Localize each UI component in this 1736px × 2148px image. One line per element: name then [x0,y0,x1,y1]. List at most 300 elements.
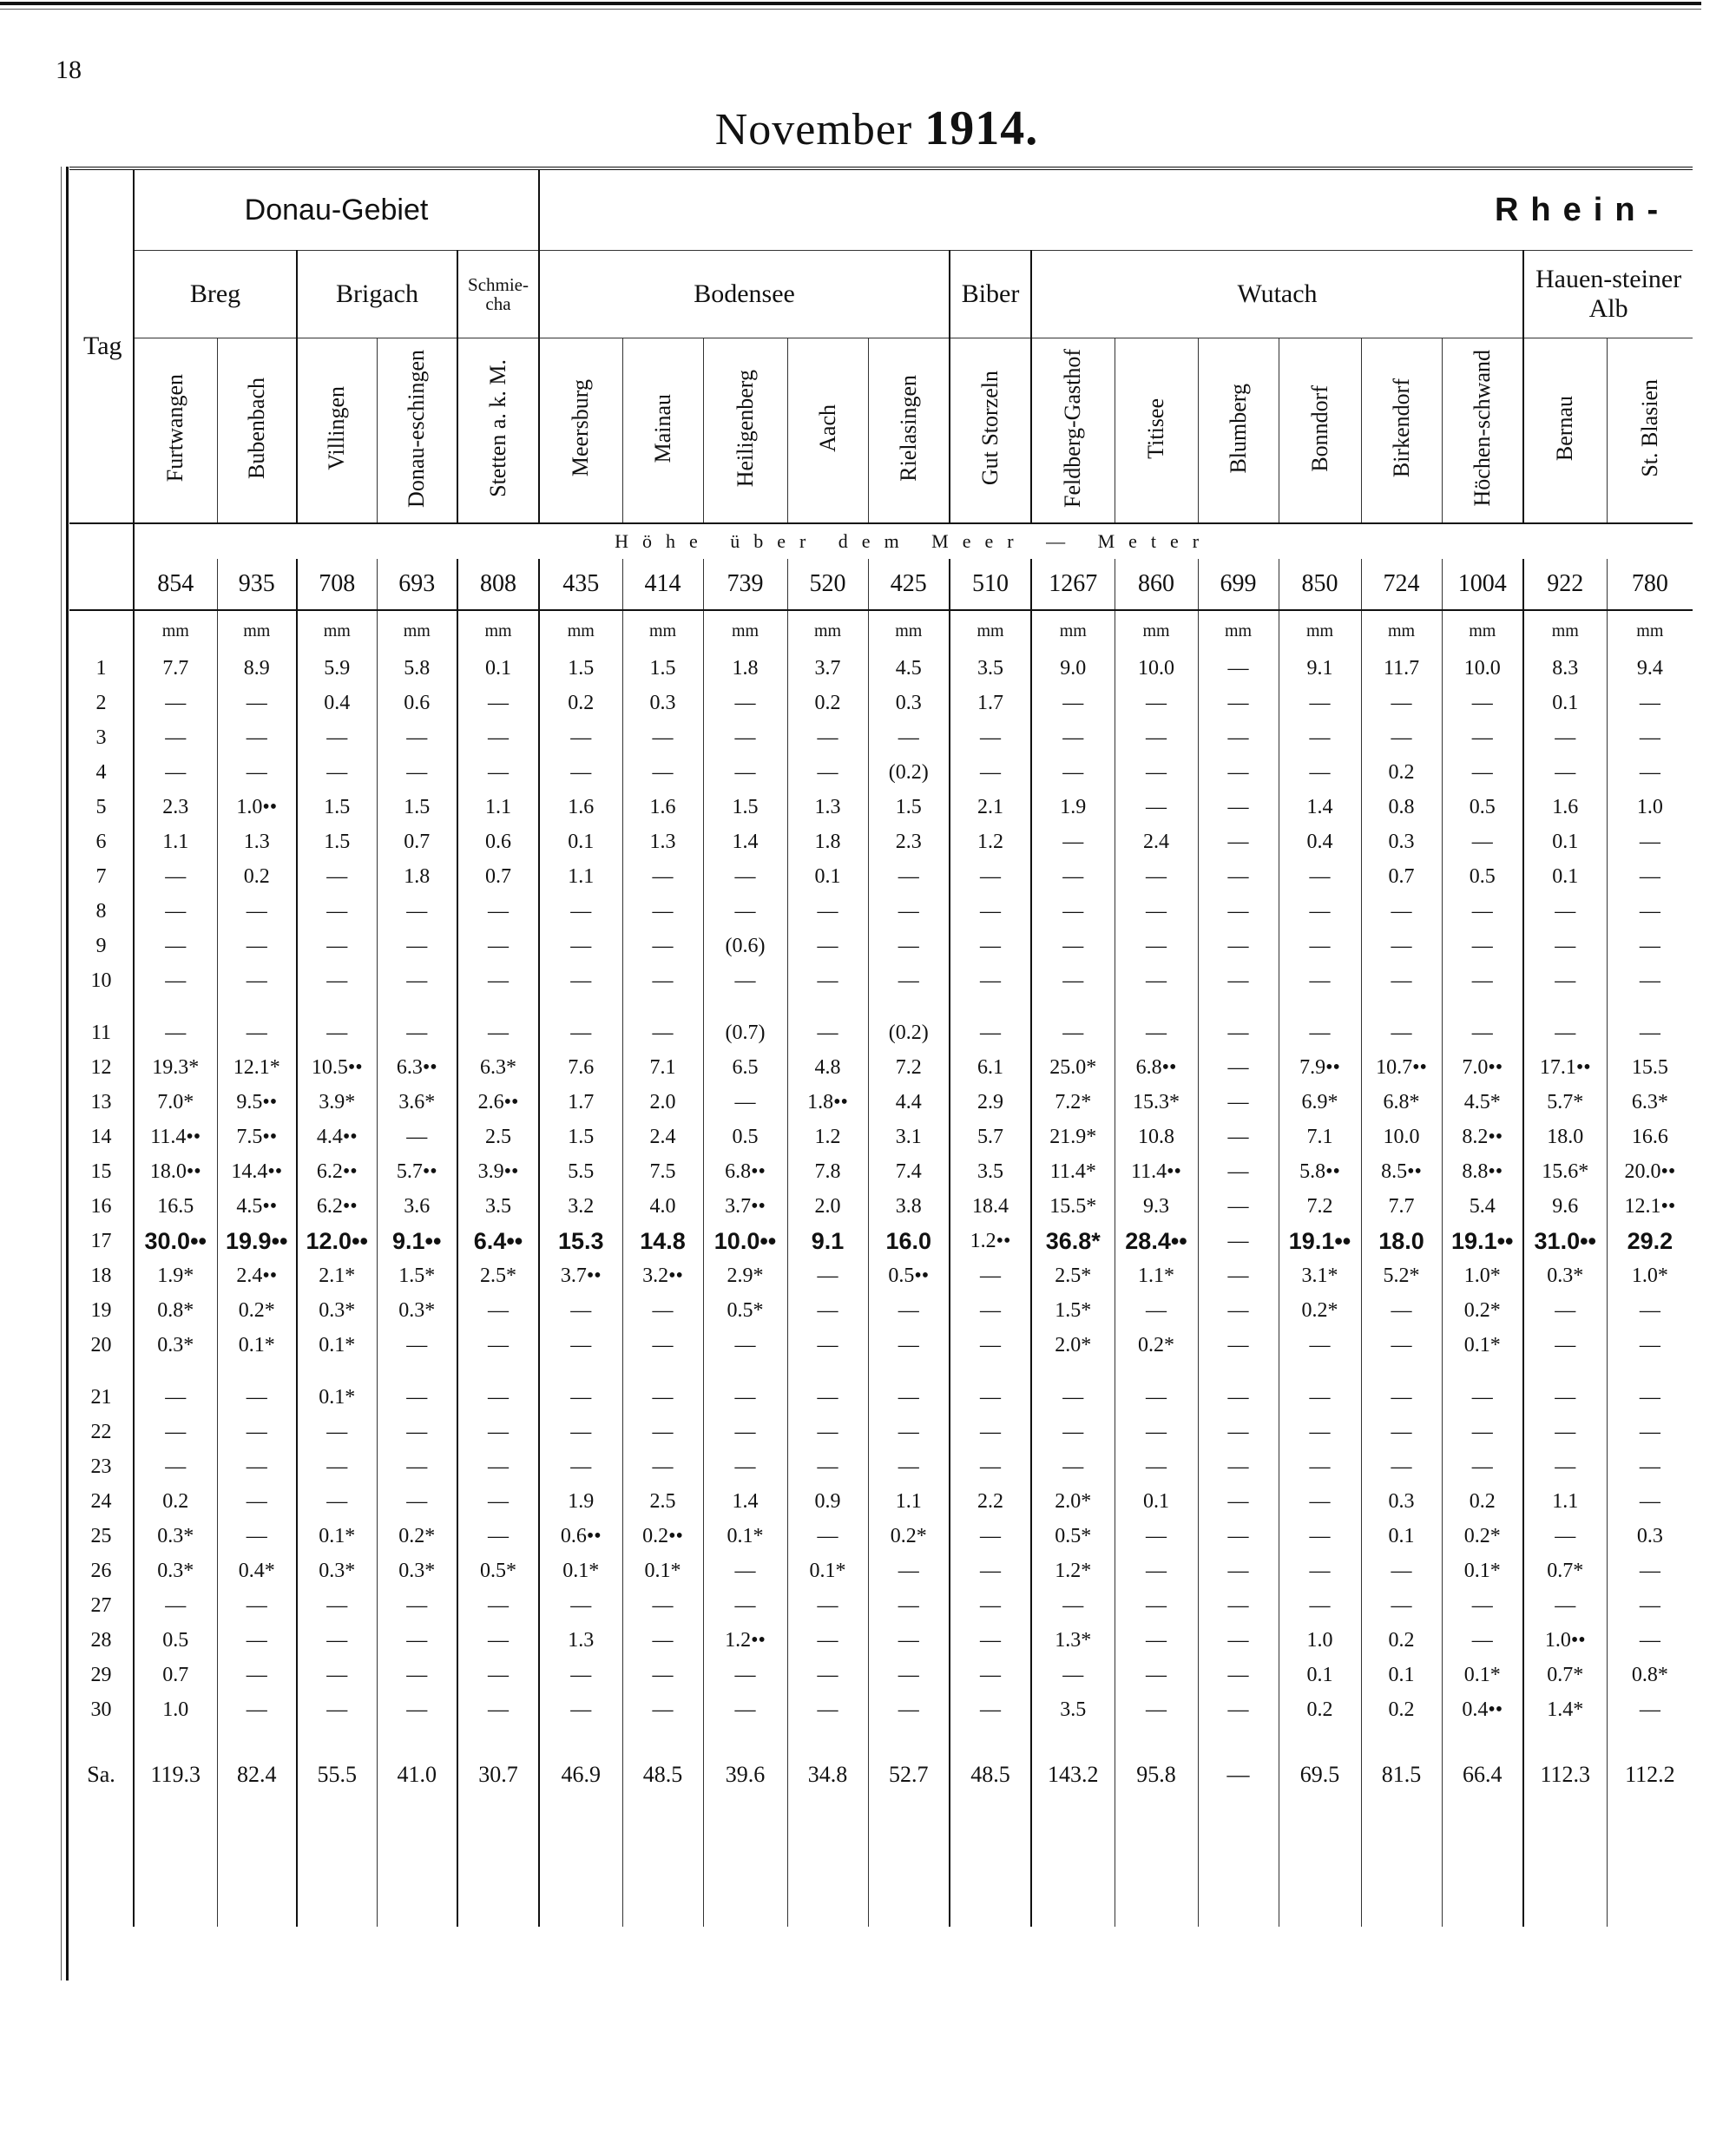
value-cell: — [377,1120,457,1154]
gap-cell [1031,1727,1115,1744]
value-cell: — [217,1658,297,1692]
value-cell: 19.3* [134,1050,217,1085]
station-elevation: 850 [1279,559,1361,610]
station-name: Blumberg [1225,383,1251,474]
station-name: Villingen [324,386,350,470]
table-row [69,1154,1693,1189]
value-cell: — [1115,1415,1198,1449]
value-cell: 9.0 [1031,651,1115,686]
value-cell: — [622,929,703,963]
sum-value: 48.5 [950,1744,1031,1805]
value-cell: 0.2* [1279,1293,1361,1328]
value-cell: 0.1* [297,1380,377,1415]
gap-cell [1523,1727,1607,1744]
value-cell: — [1115,1658,1198,1692]
value-cell: — [622,1588,703,1623]
value-cell: — [622,1623,703,1658]
value-cell: 1.0 [134,1692,217,1727]
table-row [69,1415,1693,1449]
value-cell: 1.5 [868,790,950,824]
value-cell: — [1361,1293,1442,1328]
value-cell: — [868,1293,950,1328]
value-cell: — [1442,686,1523,720]
tail-cell [1523,1805,1607,1927]
value-cell: — [787,720,868,755]
value-cell: 6.3•• [377,1050,457,1085]
value-cell: 2.4 [622,1120,703,1154]
value-cell: 15.3 [539,1224,622,1258]
river-bodensee: Bodensee [539,251,950,338]
value-cell: — [868,1658,950,1692]
station-header [787,338,868,524]
table-row [69,1692,1693,1727]
value-cell: 1.1 [868,1484,950,1519]
value-cell: — [217,1588,297,1623]
value-cell: 0.2* [868,1519,950,1554]
value-cell: 8.2•• [1442,1120,1523,1154]
value-cell: 0.1* [703,1519,787,1554]
value-cell: — [1031,686,1115,720]
value-cell: 0.2 [1361,755,1442,790]
value-cell: — [787,1519,868,1554]
day-number: 5 [95,795,107,818]
value-cell: — [622,1415,703,1449]
table-row [69,1658,1693,1692]
page-title [608,101,1146,156]
value-cell: 19.1•• [1279,1224,1361,1258]
value-cell: — [377,1658,457,1692]
value-cell: 1.7 [950,686,1031,720]
value-cell: — [377,1380,457,1415]
value-cell: 18.0 [1361,1224,1442,1258]
value-cell: — [1115,790,1198,824]
day-number: 29 [90,1663,112,1686]
value-cell: — [1031,1415,1115,1449]
station-name: Donau-eschingen [404,349,430,508]
station-elevation: 510 [950,559,1031,610]
station-name: St. Blasien [1636,379,1662,477]
unit-label: mm [703,610,787,651]
value-cell: — [1442,720,1523,755]
value-cell: — [950,1692,1031,1727]
value-cell: — [1279,755,1361,790]
station-header [1442,338,1523,524]
value-cell: 1.8•• [787,1085,868,1120]
value-cell: — [377,1015,457,1050]
value-cell: — [787,1293,868,1328]
value-cell: 1.8 [377,859,457,894]
value-cell: — [1279,894,1361,929]
value-cell: 3.6* [377,1085,457,1120]
value-cell: — [950,1449,1031,1484]
value-cell: — [950,894,1031,929]
sum-value: 39.6 [703,1744,787,1805]
value-cell: — [787,1449,868,1484]
value-cell: — [703,1692,787,1727]
station-name: Feldberg-Gasthof [1060,349,1086,508]
value-cell: — [1607,1623,1693,1658]
value-cell: 18.0 [1523,1120,1607,1154]
value-cell: — [868,1692,950,1727]
title-month: November [714,105,913,154]
value-cell: — [950,1658,1031,1692]
value-cell: — [1607,1380,1693,1415]
value-cell: — [1031,1449,1115,1484]
value-cell: — [1442,894,1523,929]
value-cell: — [134,963,217,998]
value-cell: — [1607,824,1693,859]
sum-value: — [1198,1744,1279,1805]
gap-cell [377,998,457,1015]
tail-cell [1031,1805,1115,1927]
value-cell: 1.2 [950,824,1031,859]
value-cell: 8.8•• [1442,1154,1523,1189]
value-cell: 0.4 [297,686,377,720]
value-cell: 16.6 [1607,1120,1693,1154]
station-name: Bubenbach [243,378,269,479]
value-cell: 4.5 [868,651,950,686]
value-cell: — [1279,1415,1361,1449]
value-cell: 1.2 [787,1120,868,1154]
gap-cell [1198,998,1279,1015]
value-cell: — [457,1293,539,1328]
value-cell: 1.5 [377,790,457,824]
value-cell: 1.9 [1031,790,1115,824]
value-cell: 9.1 [1279,651,1361,686]
value-cell: 21.9* [1031,1120,1115,1154]
value-cell: 1.1 [539,859,622,894]
station-header [1198,338,1279,524]
station-header [217,338,297,524]
value-cell: 3.8 [868,1189,950,1224]
station-header [539,338,622,524]
value-cell: 7.6 [539,1050,622,1085]
value-cell: — [457,1415,539,1449]
gap-cell [1607,998,1693,1015]
value-cell: 9.3 [1115,1189,1198,1224]
value-cell: — [1361,1449,1442,1484]
river-wutach: Wutach [1031,251,1523,338]
sum-value: 95.8 [1115,1744,1198,1805]
value-cell: 3.9* [297,1085,377,1120]
table-row [69,755,1693,790]
station-elevation: 435 [539,559,622,610]
sum-value: 48.5 [622,1744,703,1805]
value-cell: 1.1* [1115,1258,1198,1293]
value-cell: 0.1 [1279,1658,1361,1692]
day-number: 27 [90,1593,112,1617]
hoehe-spacer [69,523,134,559]
value-cell: — [1361,1554,1442,1588]
value-cell: — [1198,1015,1279,1050]
value-cell: 15.3* [1115,1085,1198,1120]
day-number: 8 [95,899,107,923]
value-cell: 4.4 [868,1085,950,1120]
day-number: 12 [90,1055,112,1079]
table-row [69,1015,1693,1050]
value-cell: — [1031,963,1115,998]
gap-cell [1115,998,1198,1015]
station-elevation: 724 [1361,559,1442,610]
unit-label: mm [1523,610,1607,651]
value-cell: — [787,894,868,929]
table-row [69,824,1693,859]
value-cell: 36.8* [1031,1224,1115,1258]
value-cell: — [787,1380,868,1415]
value-cell: 6.2•• [297,1189,377,1224]
station-elevation: 1267 [1031,559,1115,610]
value-cell: — [950,929,1031,963]
value-cell: 4.5* [1442,1085,1523,1120]
value-cell: — [1607,894,1693,929]
station-elevation: 739 [703,559,787,610]
value-cell: 5.7•• [377,1154,457,1189]
value-cell: 5.4 [1442,1189,1523,1224]
value-cell: — [297,720,377,755]
value-cell: 1.5 [622,651,703,686]
table-row [69,651,1693,686]
value-cell: — [217,720,297,755]
day-number: 24 [90,1489,112,1513]
value-cell: — [1198,1224,1279,1258]
value-cell: — [1115,755,1198,790]
value-cell: — [1031,824,1115,859]
value-cell: 0.3* [1523,1258,1607,1293]
sum-value: 30.7 [457,1744,539,1805]
value-cell: 15.6* [1523,1154,1607,1189]
value-cell: — [457,1449,539,1484]
value-cell: — [787,755,868,790]
value-cell: 0.4•• [1442,1692,1523,1727]
day-number: 1 [95,656,107,680]
value-cell: 0.2* [217,1293,297,1328]
value-cell: — [1031,1658,1115,1692]
value-cell: — [868,1449,950,1484]
value-cell: 1.8 [703,651,787,686]
value-cell: 1.4 [703,824,787,859]
value-cell: — [1607,1328,1693,1363]
value-cell: — [1198,1328,1279,1363]
value-cell: — [622,755,703,790]
value-cell: — [377,963,457,998]
value-cell: — [134,1449,217,1484]
value-cell: — [703,755,787,790]
value-cell: — [868,1328,950,1363]
gap-cell [457,1727,539,1744]
value-cell: 28.4•• [1115,1224,1198,1258]
value-cell: 2.0* [1031,1328,1115,1363]
value-cell: 0.1 [539,824,622,859]
value-cell: — [1198,824,1279,859]
value-cell: 0.1 [1361,1519,1442,1554]
value-cell: — [1607,963,1693,998]
value-cell: — [1607,1015,1693,1050]
value-cell: 0.7 [457,859,539,894]
left-rule [66,167,69,1980]
value-cell: 0.9 [787,1484,868,1519]
value-cell: 6.8•• [1115,1050,1198,1085]
day-number: 3 [95,726,107,749]
value-cell: 0.8 [1361,790,1442,824]
value-cell: — [703,1380,787,1415]
value-cell: 14.4•• [217,1154,297,1189]
day-number: 7 [95,864,107,888]
value-cell: — [1279,1015,1361,1050]
value-cell: 5.5 [539,1154,622,1189]
value-cell: — [950,1588,1031,1623]
value-cell: 2.9 [950,1085,1031,1120]
river-schmiecha: Schmie-cha [457,251,539,338]
value-cell: — [1607,686,1693,720]
value-cell: — [1031,720,1115,755]
value-cell: — [1361,963,1442,998]
table-row [69,1328,1693,1363]
value-cell: — [1607,1588,1693,1623]
gap-cell [1607,1727,1693,1744]
value-cell: 3.2•• [622,1258,703,1293]
value-cell: — [1523,1449,1607,1484]
value-cell: — [377,1449,457,1484]
value-cell: 2.4 [1115,824,1198,859]
table-row [69,1293,1693,1328]
value-cell: — [1607,859,1693,894]
gap-cell [622,1727,703,1744]
table-row [69,1120,1693,1154]
value-cell: 0.7 [134,1658,217,1692]
value-cell: — [377,755,457,790]
value-cell: 7.9•• [1279,1050,1361,1085]
value-cell: 6.8•• [703,1154,787,1189]
value-cell: — [787,1258,868,1293]
value-cell: 1.0•• [217,790,297,824]
value-cell: 0.2 [217,859,297,894]
value-cell: — [1198,1623,1279,1658]
value-cell: 1.1 [134,824,217,859]
station-name: Bernau [1552,395,1578,462]
gap-cell [217,1727,297,1744]
value-cell: 0.4* [217,1554,297,1588]
value-cell: 2.9* [703,1258,787,1293]
value-cell: — [1115,1623,1198,1658]
value-cell: 2.0 [787,1189,868,1224]
day-number: 17 [90,1229,112,1252]
value-cell: — [868,1588,950,1623]
value-cell: 0.4 [1279,824,1361,859]
tail-cell [539,1805,622,1927]
value-cell: 3.6 [377,1189,457,1224]
value-cell: — [1523,720,1607,755]
unit-label: mm [134,610,217,651]
value-cell: — [539,1588,622,1623]
station-name: Höchen-schwand [1469,350,1495,507]
station-header [1031,338,1115,524]
value-cell: — [1607,929,1693,963]
value-cell: — [217,1415,297,1449]
sum-value: 69.5 [1279,1744,1361,1805]
value-cell: 6.3* [457,1050,539,1085]
unit-label: mm [297,610,377,651]
value-cell: — [457,1519,539,1554]
value-cell: — [1442,824,1523,859]
gap-cell [703,1363,787,1380]
value-cell: — [787,1015,868,1050]
value-cell: — [622,894,703,929]
value-cell: 0.3 [1607,1519,1693,1554]
gap-cell [539,998,622,1015]
station-name: Aach [814,404,840,452]
value-cell: — [622,859,703,894]
unit-label: mm [1031,610,1115,651]
value-cell: 7.1 [1279,1120,1361,1154]
table-row [69,929,1693,963]
station-header [622,338,703,524]
value-cell: — [1279,859,1361,894]
value-cell: 3.2 [539,1189,622,1224]
gap-cell [1115,1727,1198,1744]
value-cell: 5.7* [1523,1085,1607,1120]
gap-cell [457,998,539,1015]
value-cell: 1.2•• [950,1224,1031,1258]
value-cell: — [217,929,297,963]
gap-cell [1361,998,1442,1015]
value-cell: — [377,1623,457,1658]
value-cell: — [950,1293,1031,1328]
value-cell: — [1607,1484,1693,1519]
value-cell: — [539,1293,622,1328]
unit-label: mm [539,610,622,651]
value-cell: 1.0* [1442,1258,1523,1293]
tail-cell [297,1805,377,1927]
value-cell: 0.7* [1523,1658,1607,1692]
unit-label: mm [1442,610,1523,651]
table-row [69,1224,1693,1258]
gap-cell [868,1727,950,1744]
value-cell: — [868,929,950,963]
value-cell: 2.2 [950,1484,1031,1519]
value-cell: — [1198,1588,1279,1623]
value-cell: 5.8 [377,651,457,686]
value-cell: 10.0 [1115,651,1198,686]
gap-cell [134,998,217,1015]
gap-cell [297,1363,377,1380]
value-cell: 2.5 [457,1120,539,1154]
unit-label: mm [1115,610,1198,651]
value-cell: — [1198,1050,1279,1085]
value-cell: 1.9 [539,1484,622,1519]
value-cell: 0.1 [1523,859,1607,894]
value-cell: — [1198,1449,1279,1484]
station-elevation: 780 [1607,559,1693,610]
value-cell: 2.5* [457,1258,539,1293]
value-cell: — [1442,1588,1523,1623]
value-cell: — [622,720,703,755]
value-cell: — [297,859,377,894]
value-cell: — [539,963,622,998]
value-cell: (0.6) [703,929,787,963]
value-cell: 0.3* [377,1554,457,1588]
value-cell: — [1198,929,1279,963]
gap-cell [1031,1363,1115,1380]
value-cell: 1.0 [1279,1623,1361,1658]
value-cell: — [1361,1328,1442,1363]
value-cell: 3.1 [868,1120,950,1154]
value-cell: 14.8 [622,1224,703,1258]
day-number: 19 [90,1298,112,1322]
value-cell: — [457,1484,539,1519]
value-cell: 0.2 [1442,1484,1523,1519]
day-number: 10 [90,969,112,992]
value-cell: — [1031,755,1115,790]
